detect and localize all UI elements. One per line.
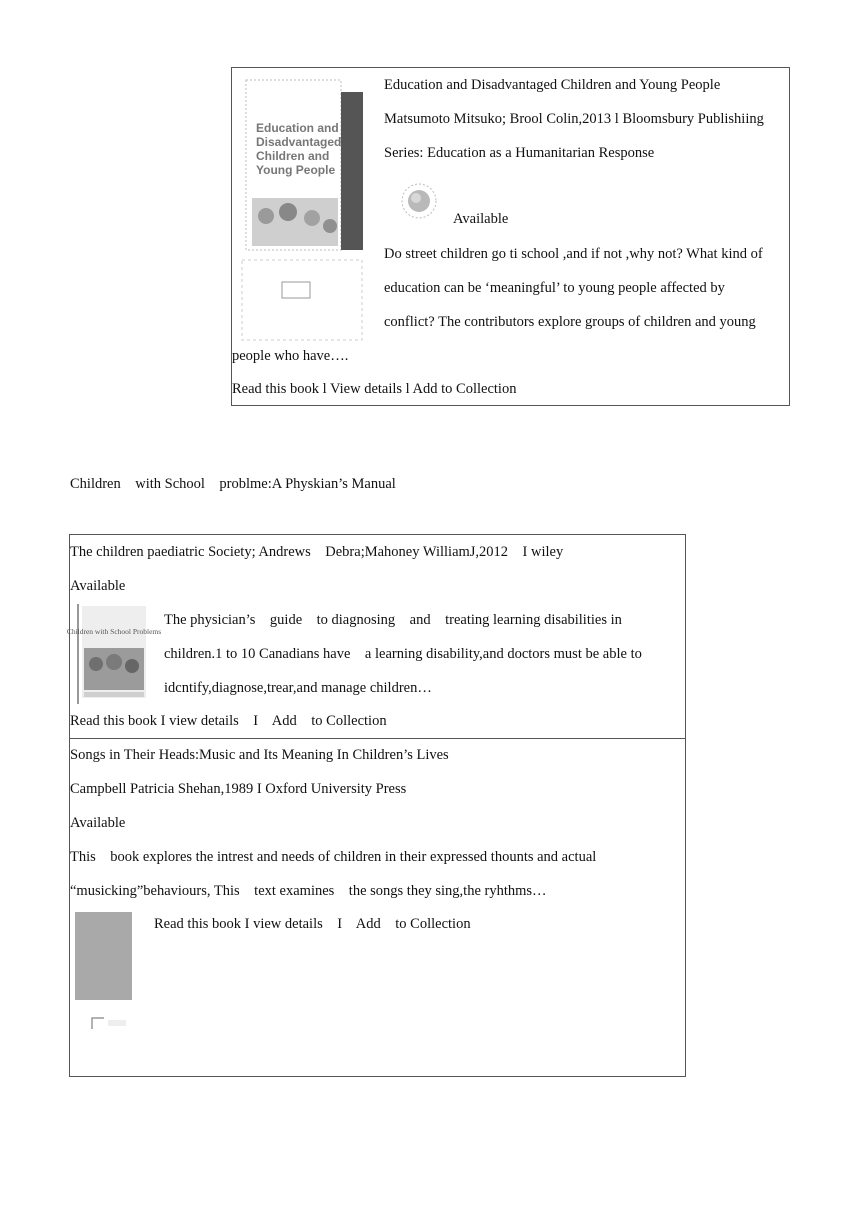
cover-3-fragment (90, 1016, 130, 1030)
book1-authors: Matsumoto Mitsuko; Brool Colin,2013 l Bloomsbury Publishiing (384, 111, 764, 127)
view-details-link[interactable]: View details (330, 381, 403, 397)
separator: l (402, 381, 413, 397)
book1-series: Series: Education as a Humanitarian Response (384, 145, 655, 161)
cover1-line-3: Children and (256, 149, 330, 163)
cover1-line-2: Disadvantaged (256, 135, 342, 149)
book-cover-2[interactable] (66, 604, 162, 704)
separator: I (241, 916, 254, 932)
available-icon (393, 180, 443, 222)
book3-desc-line-2: “musicking”behaviours, This text examines the songs they sing,the ryhthms… (70, 883, 547, 899)
book3-status: Available (70, 815, 126, 831)
book1-desc-line-4: people who have…. (232, 348, 349, 364)
view-details-link[interactable]: view details (169, 713, 239, 729)
book-cover-1[interactable] (238, 70, 368, 345)
read-book-link[interactable]: Read this book (70, 713, 157, 729)
read-book-link[interactable]: Read this book (232, 381, 319, 397)
book-cover-3[interactable] (75, 912, 132, 1000)
add-to-collection-link[interactable]: Add to Collection (271, 713, 387, 729)
book2-status: Available (70, 578, 126, 594)
book1-actions (232, 381, 516, 398)
book3-desc-line-1: This book explores the intrest and needs of children in their expressed thounts and actual (70, 849, 597, 865)
separator: I (157, 713, 170, 729)
cover2-title: Children with School Problems (66, 627, 162, 636)
book1-title[interactable]: Education and Disadvantaged Children and Young People (384, 77, 721, 93)
separator: I (238, 713, 272, 729)
book3-authors: Campbell Patricia Shehan,1989 I Oxford University Press (70, 781, 407, 797)
add-to-collection-link[interactable]: Add to Collection (355, 916, 471, 932)
add-to-collection-link[interactable]: Add to Collection (412, 381, 517, 397)
book2-desc-line-3: idcntify,diagnose,trear,and manage children… (164, 680, 432, 696)
book2-title[interactable]: Children with School problme:A Physkian’s Manual (70, 476, 396, 492)
separator: l (319, 381, 331, 397)
read-book-link[interactable]: Read this book (154, 916, 241, 932)
book3-title[interactable]: Songs in Their Heads:Music and Its Meaning In Children’s Lives (70, 747, 449, 763)
book2-actions (70, 713, 387, 730)
book3-actions (154, 916, 471, 933)
book1-status: Available (453, 211, 509, 227)
book2-authors: The children paediatric Society; Andrews Debra;Mahoney WilliamJ,2012 I wiley (70, 544, 564, 560)
view-details-link[interactable]: view details (253, 916, 323, 932)
book2-desc-line-2: children.1 to 10 Canadians have a learning disability,and doctors must be able to (164, 646, 642, 662)
book1-desc-line-3: conflict? The contributors explore groups of children and young (384, 314, 756, 330)
cover1-line-4: Young People (256, 163, 336, 177)
cover1-line-1: Education and (256, 121, 339, 135)
row-divider (69, 738, 686, 739)
book1-desc-line-2: education can be ‘meaningful’ to young people affected by (384, 280, 725, 296)
book2-desc-line-1: The physician’s guide to diagnosing and treating learning disabilities in (164, 612, 622, 628)
separator: I (322, 916, 356, 932)
book1-desc-line-1: Do street children go ti school ,and if not ,why not? What kind of (384, 246, 763, 262)
